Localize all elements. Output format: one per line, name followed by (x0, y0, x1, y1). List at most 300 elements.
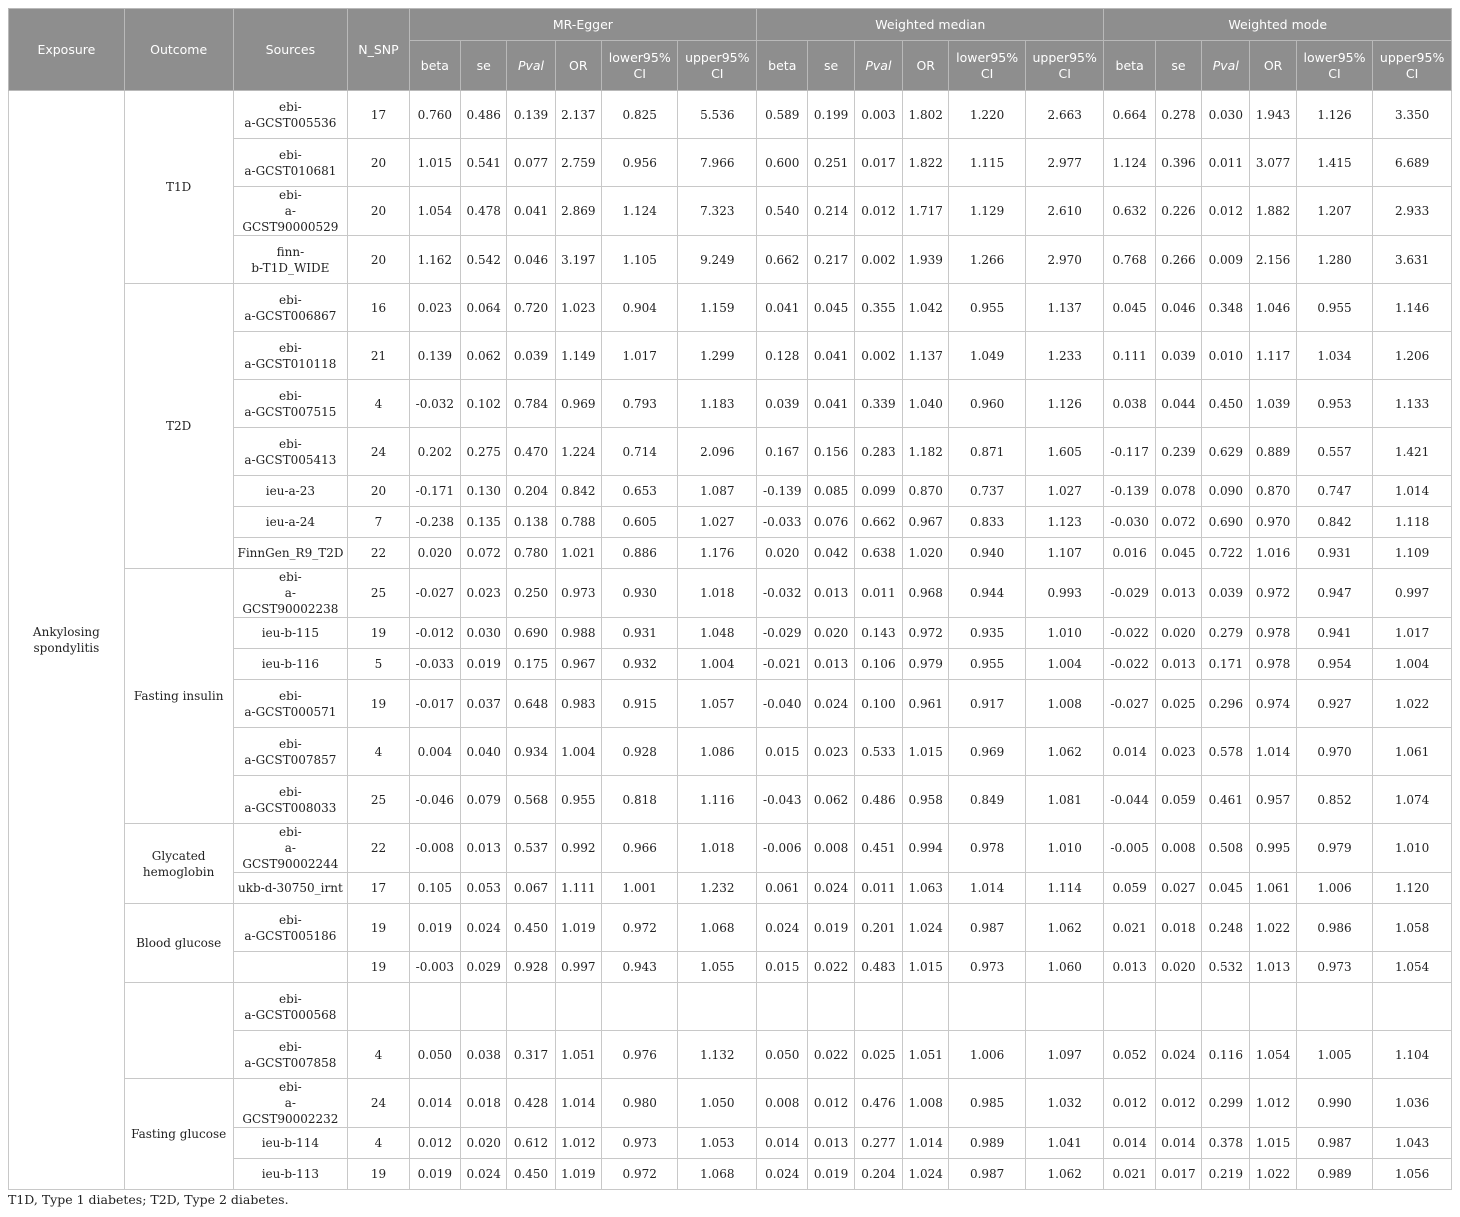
value-cell-mr-egger-pval: 0.784 (507, 380, 555, 428)
value-cell-mr-egger-upper95-ci: 1.086 (678, 728, 757, 776)
value-cell-weighted-median-or: 0.968 (903, 569, 949, 618)
value-cell-weighted-mode-pval: 0.461 (1202, 776, 1250, 824)
value-cell-mr-egger-pval: 0.428 (507, 1079, 555, 1128)
value-cell-weighted-median-upper95-ci: 1.107 (1025, 538, 1104, 569)
value-cell-weighted-mode-lower95-ci: 0.990 (1296, 1079, 1373, 1128)
mr-results-table (8, 8, 1452, 1190)
value-cell-mr-egger-lower95-ci: 0.972 (601, 904, 678, 952)
value-cell-mr-egger-pval: 0.175 (507, 649, 555, 680)
value-cell-weighted-mode-pval: 0.348 (1202, 284, 1250, 332)
value-cell-mr-egger-lower95-ci: 1.105 (601, 236, 678, 284)
value-cell-mr-egger-or (555, 983, 601, 1031)
value-cell-mr-egger-lower95-ci: 0.972 (601, 1159, 678, 1190)
value-cell-weighted-mode-beta: 0.052 (1104, 1031, 1155, 1079)
value-cell-mr-egger-lower95-ci: 0.818 (601, 776, 678, 824)
n-snp-cell: 19 (348, 1159, 409, 1190)
value-cell-weighted-mode-upper95-ci: 3.631 (1373, 236, 1452, 284)
value-cell-weighted-mode-upper95-ci: 3.350 (1373, 91, 1452, 139)
value-cell-weighted-median-se: 0.020 (808, 618, 854, 649)
value-cell-weighted-mode-or: 3.077 (1250, 139, 1296, 187)
value-cell-weighted-mode-lower95-ci: 0.970 (1296, 728, 1373, 776)
table-body (9, 91, 1452, 1190)
value-cell-weighted-mode-se: 0.008 (1155, 824, 1201, 873)
value-cell-mr-egger-lower95-ci: 0.915 (601, 680, 678, 728)
subheader-weighted-median-pval: Pval (854, 41, 902, 91)
value-cell-weighted-mode-pval: 0.722 (1202, 538, 1250, 569)
value-cell-weighted-mode-pval: 0.296 (1202, 680, 1250, 728)
source-cell: ebi- a-GCST90002244 (233, 824, 348, 873)
value-cell-weighted-mode-lower95-ci: 0.955 (1296, 284, 1373, 332)
value-cell-weighted-median-beta: -0.033 (757, 507, 808, 538)
value-cell-weighted-median-beta: -0.043 (757, 776, 808, 824)
value-cell-weighted-median-upper95-ci: 1.097 (1025, 1031, 1104, 1079)
value-cell-mr-egger-se: 0.030 (461, 618, 507, 649)
value-cell-weighted-mode-or: 0.957 (1250, 776, 1296, 824)
value-cell-mr-egger-beta: -0.238 (409, 507, 460, 538)
value-cell-weighted-median-lower95-ci: 0.960 (949, 380, 1026, 428)
value-cell-weighted-median-se: 0.251 (808, 139, 854, 187)
value-cell-mr-egger-pval: 0.934 (507, 728, 555, 776)
value-cell-mr-egger-lower95-ci: 0.932 (601, 649, 678, 680)
value-cell-weighted-mode-upper95-ci: 1.146 (1373, 284, 1452, 332)
value-cell-weighted-mode-beta: 0.013 (1104, 952, 1155, 983)
value-cell-weighted-mode-beta: -0.022 (1104, 649, 1155, 680)
value-cell-weighted-median-or: 1.024 (903, 1159, 949, 1190)
source-cell: ebi- a-GCST007858 (233, 1031, 348, 1079)
value-cell-weighted-mode-beta: 0.016 (1104, 538, 1155, 569)
value-cell-weighted-median-beta: 0.015 (757, 952, 808, 983)
value-cell-mr-egger-lower95-ci: 0.793 (601, 380, 678, 428)
value-cell-weighted-mode-or: 2.156 (1250, 236, 1296, 284)
value-cell-weighted-median-or: 1.040 (903, 380, 949, 428)
value-cell-weighted-median-pval: 0.002 (854, 236, 902, 284)
value-cell-mr-egger-or: 0.973 (555, 569, 601, 618)
value-cell-mr-egger-beta: 0.023 (409, 284, 460, 332)
value-cell-weighted-median-beta: 0.008 (757, 1079, 808, 1128)
value-cell-weighted-median-upper95-ci: 1.137 (1025, 284, 1104, 332)
value-cell-weighted-median-or: 1.024 (903, 904, 949, 952)
value-cell-weighted-median-lower95-ci: 1.049 (949, 332, 1026, 380)
value-cell-weighted-mode-se: 0.078 (1155, 476, 1201, 507)
value-cell-mr-egger-upper95-ci: 1.048 (678, 618, 757, 649)
value-cell-weighted-mode-or: 1.022 (1250, 1159, 1296, 1190)
value-cell-mr-egger-pval: 0.450 (507, 1159, 555, 1190)
value-cell-weighted-median-or: 1.042 (903, 284, 949, 332)
value-cell-mr-egger-beta: -0.027 (409, 569, 460, 618)
value-cell-weighted-mode-lower95-ci: 1.005 (1296, 1031, 1373, 1079)
n-snp-cell: 25 (348, 569, 409, 618)
n-snp-cell: 24 (348, 1079, 409, 1128)
value-cell-weighted-median-pval: 0.486 (854, 776, 902, 824)
value-cell-weighted-median-beta: 0.600 (757, 139, 808, 187)
value-cell-weighted-mode-or: 0.870 (1250, 476, 1296, 507)
n-snp-cell: 19 (348, 618, 409, 649)
value-cell-mr-egger-se: 0.275 (461, 428, 507, 476)
n-snp-cell: 16 (348, 284, 409, 332)
value-cell-mr-egger-pval (507, 983, 555, 1031)
value-cell-mr-egger-or: 1.149 (555, 332, 601, 380)
value-cell-weighted-mode-beta: 0.014 (1104, 1128, 1155, 1159)
value-cell-mr-egger-upper95-ci (678, 983, 757, 1031)
n-snp-cell: 24 (348, 428, 409, 476)
outcome-cell: Blood glucose (124, 904, 233, 983)
source-cell: ieu-a-24 (233, 507, 348, 538)
value-cell-mr-egger-se: 0.062 (461, 332, 507, 380)
header-outcome: Outcome (124, 9, 233, 91)
value-cell-weighted-median-upper95-ci: 1.062 (1025, 1159, 1104, 1190)
value-cell-weighted-median-lower95-ci: 1.115 (949, 139, 1026, 187)
value-cell-mr-egger-or: 1.004 (555, 728, 601, 776)
n-snp-cell: 22 (348, 824, 409, 873)
header-n-snp: N_SNP (348, 9, 409, 91)
exposure-cell: Ankylosing spondylitis (9, 91, 125, 1190)
value-cell-weighted-median-lower95-ci: 0.987 (949, 904, 1026, 952)
value-cell-mr-egger-se: 0.018 (461, 1079, 507, 1128)
value-cell-weighted-median-beta: 0.020 (757, 538, 808, 569)
n-snp-cell: 20 (348, 236, 409, 284)
value-cell-weighted-mode-se: 0.017 (1155, 1159, 1201, 1190)
source-cell: finn- b-T1D_WIDE (233, 236, 348, 284)
value-cell-weighted-median-pval: 0.339 (854, 380, 902, 428)
value-cell-weighted-mode-upper95-ci (1373, 983, 1452, 1031)
source-cell: ebi- a-GCST90002238 (233, 569, 348, 618)
value-cell-weighted-median-se: 0.199 (808, 91, 854, 139)
value-cell-mr-egger-or: 0.997 (555, 952, 601, 983)
value-cell-weighted-median-upper95-ci: 1.032 (1025, 1079, 1104, 1128)
value-cell-weighted-median-se (808, 983, 854, 1031)
n-snp-cell: 22 (348, 538, 409, 569)
value-cell-weighted-median-lower95-ci: 0.978 (949, 824, 1026, 873)
subheader-weighted-median-lower95-ci: lower95% CI (949, 41, 1026, 91)
value-cell-weighted-mode-upper95-ci: 0.997 (1373, 569, 1452, 618)
value-cell-mr-egger-or: 1.012 (555, 1128, 601, 1159)
value-cell-mr-egger-upper95-ci: 7.323 (678, 187, 757, 236)
value-cell-weighted-mode-pval: 0.279 (1202, 618, 1250, 649)
value-cell-mr-egger-beta: 0.019 (409, 1159, 460, 1190)
value-cell-weighted-median-upper95-ci: 1.027 (1025, 476, 1104, 507)
value-cell-weighted-median-beta: 0.014 (757, 1128, 808, 1159)
value-cell-mr-egger-or: 1.111 (555, 873, 601, 904)
value-cell-mr-egger-beta: -0.008 (409, 824, 460, 873)
value-cell-weighted-mode-upper95-ci: 1.004 (1373, 649, 1452, 680)
value-cell-weighted-mode-pval: 0.299 (1202, 1079, 1250, 1128)
value-cell-weighted-median-upper95-ci: 1.233 (1025, 332, 1104, 380)
value-cell-weighted-median-or: 1.020 (903, 538, 949, 569)
value-cell-weighted-median-pval: 0.476 (854, 1079, 902, 1128)
value-cell-weighted-mode-pval: 0.009 (1202, 236, 1250, 284)
value-cell-mr-egger-beta: -0.033 (409, 649, 460, 680)
source-cell: ieu-b-113 (233, 1159, 348, 1190)
value-cell-weighted-median-se: 0.041 (808, 332, 854, 380)
value-cell-mr-egger-upper95-ci: 7.966 (678, 139, 757, 187)
value-cell-weighted-mode-beta: 0.768 (1104, 236, 1155, 284)
value-cell-weighted-median-or: 1.015 (903, 952, 949, 983)
n-snp-cell: 19 (348, 904, 409, 952)
value-cell-weighted-median-beta: -0.040 (757, 680, 808, 728)
value-cell-weighted-mode-lower95-ci: 0.852 (1296, 776, 1373, 824)
n-snp-cell: 4 (348, 728, 409, 776)
value-cell-weighted-mode-se: 0.027 (1155, 873, 1201, 904)
value-cell-weighted-median-upper95-ci: 1.062 (1025, 728, 1104, 776)
value-cell-weighted-mode-pval: 0.508 (1202, 824, 1250, 873)
value-cell-weighted-median-or: 0.994 (903, 824, 949, 873)
value-cell-weighted-median-lower95-ci: 0.969 (949, 728, 1026, 776)
value-cell-weighted-median-beta: -0.021 (757, 649, 808, 680)
table-row (9, 284, 1452, 332)
value-cell-weighted-mode-pval: 0.039 (1202, 569, 1250, 618)
source-cell: ieu-b-115 (233, 618, 348, 649)
subheader-mr-egger-upper95-ci: upper95% CI (678, 41, 757, 91)
value-cell-weighted-median-se: 0.214 (808, 187, 854, 236)
source-cell: ebi- a-GCST007515 (233, 380, 348, 428)
value-cell-mr-egger-or: 1.051 (555, 1031, 601, 1079)
value-cell-weighted-median-se: 0.022 (808, 952, 854, 983)
value-cell-weighted-median-lower95-ci: 1.129 (949, 187, 1026, 236)
value-cell-mr-egger-lower95-ci (601, 983, 678, 1031)
value-cell-mr-egger-pval: 0.250 (507, 569, 555, 618)
value-cell-weighted-mode-beta: 0.021 (1104, 904, 1155, 952)
value-cell-weighted-median-pval: 0.355 (854, 284, 902, 332)
subheader-mr-egger-se: se (461, 41, 507, 91)
value-cell-weighted-mode-se: 0.072 (1155, 507, 1201, 538)
subheader-weighted-mode-beta: beta (1104, 41, 1155, 91)
value-cell-weighted-mode-lower95-ci: 1.006 (1296, 873, 1373, 904)
value-cell-weighted-median-se: 0.041 (808, 380, 854, 428)
value-cell-weighted-mode-pval: 0.578 (1202, 728, 1250, 776)
value-cell-mr-egger-lower95-ci: 0.966 (601, 824, 678, 873)
value-cell-weighted-mode-or: 1.013 (1250, 952, 1296, 983)
value-cell-weighted-mode-lower95-ci: 0.979 (1296, 824, 1373, 873)
value-cell-mr-egger-beta: -0.171 (409, 476, 460, 507)
value-cell-mr-egger-se (461, 983, 507, 1031)
source-cell: ebi- a-GCST006867 (233, 284, 348, 332)
outcome-cell: Fasting glucose (124, 1079, 233, 1190)
value-cell-weighted-median-upper95-ci: 1.008 (1025, 680, 1104, 728)
value-cell-weighted-median-pval: 0.011 (854, 873, 902, 904)
value-cell-weighted-mode-upper95-ci: 1.120 (1373, 873, 1452, 904)
value-cell-mr-egger-or: 0.983 (555, 680, 601, 728)
value-cell-mr-egger-lower95-ci: 0.931 (601, 618, 678, 649)
value-cell-weighted-mode-upper95-ci: 1.058 (1373, 904, 1452, 952)
n-snp-cell (348, 983, 409, 1031)
header-sources: Sources (233, 9, 348, 91)
n-snp-cell: 20 (348, 139, 409, 187)
value-cell-weighted-median-beta: 0.540 (757, 187, 808, 236)
value-cell-mr-egger-se: 0.023 (461, 569, 507, 618)
value-cell-weighted-median-beta: 0.015 (757, 728, 808, 776)
value-cell-weighted-mode-or: 1.016 (1250, 538, 1296, 569)
value-cell-mr-egger-upper95-ci: 1.050 (678, 1079, 757, 1128)
value-cell-weighted-mode-beta: 0.021 (1104, 1159, 1155, 1190)
value-cell-weighted-median-beta: 0.024 (757, 904, 808, 952)
value-cell-mr-egger-lower95-ci: 0.653 (601, 476, 678, 507)
value-cell-mr-egger-or: 1.019 (555, 1159, 601, 1190)
source-cell: ebi- a-GCST90000529 (233, 187, 348, 236)
value-cell-weighted-median-upper95-ci: 2.977 (1025, 139, 1104, 187)
value-cell-weighted-mode-lower95-ci: 0.927 (1296, 680, 1373, 728)
table-row (9, 1079, 1452, 1128)
subheader-weighted-mode-or: OR (1250, 41, 1296, 91)
value-cell-weighted-median-or: 1.939 (903, 236, 949, 284)
value-cell-weighted-median-pval: 0.002 (854, 332, 902, 380)
value-cell-weighted-median-upper95-ci: 2.610 (1025, 187, 1104, 236)
value-cell-weighted-median-beta: -0.029 (757, 618, 808, 649)
value-cell-weighted-median-pval: 0.533 (854, 728, 902, 776)
value-cell-weighted-mode-pval (1202, 983, 1250, 1031)
value-cell-weighted-median-lower95-ci: 0.985 (949, 1079, 1026, 1128)
subheader-weighted-median-upper95-ci: upper95% CI (1025, 41, 1104, 91)
value-cell-weighted-median-pval: 0.451 (854, 824, 902, 873)
value-cell-weighted-median-lower95-ci: 0.935 (949, 618, 1026, 649)
value-cell-mr-egger-upper95-ci: 1.116 (678, 776, 757, 824)
source-cell: ebi- a-GCST010681 (233, 139, 348, 187)
value-cell-weighted-mode-upper95-ci: 1.421 (1373, 428, 1452, 476)
value-cell-weighted-median-se: 0.042 (808, 538, 854, 569)
value-cell-weighted-mode-beta: 0.012 (1104, 1079, 1155, 1128)
value-cell-mr-egger-or: 1.014 (555, 1079, 601, 1128)
value-cell-weighted-mode-upper95-ci: 1.056 (1373, 1159, 1452, 1190)
value-cell-mr-egger-se: 0.130 (461, 476, 507, 507)
source-cell: ebi- a-GCST005536 (233, 91, 348, 139)
value-cell-weighted-mode-se: 0.044 (1155, 380, 1201, 428)
value-cell-weighted-mode-beta: -0.030 (1104, 507, 1155, 538)
value-cell-weighted-median-upper95-ci: 0.993 (1025, 569, 1104, 618)
value-cell-weighted-median-beta: -0.139 (757, 476, 808, 507)
outcome-cell: Glycated hemoglobin (124, 824, 233, 904)
value-cell-weighted-mode-se: 0.278 (1155, 91, 1201, 139)
value-cell-weighted-median-se: 0.013 (808, 569, 854, 618)
value-cell-weighted-mode-pval: 0.629 (1202, 428, 1250, 476)
value-cell-mr-egger-upper95-ci: 1.018 (678, 824, 757, 873)
value-cell-weighted-mode-se: 0.014 (1155, 1128, 1201, 1159)
value-cell-weighted-mode-or: 1.117 (1250, 332, 1296, 380)
value-cell-mr-egger-pval: 0.039 (507, 332, 555, 380)
value-cell-weighted-mode-beta: 0.111 (1104, 332, 1155, 380)
value-cell-mr-egger-or: 0.788 (555, 507, 601, 538)
value-cell-mr-egger-se: 0.541 (461, 139, 507, 187)
value-cell-mr-egger-pval: 0.720 (507, 284, 555, 332)
value-cell-weighted-median-se: 0.013 (808, 649, 854, 680)
header-group-weighted-mode: Weighted mode (1104, 9, 1452, 41)
value-cell-mr-egger-beta: 0.105 (409, 873, 460, 904)
value-cell-weighted-mode-or: 1.012 (1250, 1079, 1296, 1128)
value-cell-mr-egger-beta: -0.046 (409, 776, 460, 824)
subheader-mr-egger-lower95-ci: lower95% CI (601, 41, 678, 91)
value-cell-mr-egger-se: 0.024 (461, 1159, 507, 1190)
value-cell-weighted-mode-pval: 0.090 (1202, 476, 1250, 507)
source-cell: ieu-b-116 (233, 649, 348, 680)
value-cell-mr-egger-pval: 0.690 (507, 618, 555, 649)
source-cell: FinnGen_R9_T2D (233, 538, 348, 569)
value-cell-weighted-mode-or: 1.022 (1250, 904, 1296, 952)
value-cell-weighted-median-upper95-ci: 1.605 (1025, 428, 1104, 476)
value-cell-weighted-mode-pval: 0.171 (1202, 649, 1250, 680)
value-cell-mr-egger-pval: 0.317 (507, 1031, 555, 1079)
value-cell-weighted-mode-or: 1.943 (1250, 91, 1296, 139)
value-cell-mr-egger-beta: 0.139 (409, 332, 460, 380)
value-cell-weighted-mode-upper95-ci: 2.933 (1373, 187, 1452, 236)
value-cell-weighted-mode-lower95-ci: 0.947 (1296, 569, 1373, 618)
value-cell-weighted-median-beta: 0.039 (757, 380, 808, 428)
value-cell-mr-egger-pval: 0.204 (507, 476, 555, 507)
value-cell-weighted-mode-beta: 0.664 (1104, 91, 1155, 139)
value-cell-weighted-mode-se: 0.020 (1155, 952, 1201, 983)
value-cell-mr-egger-se: 0.079 (461, 776, 507, 824)
value-cell-weighted-median-lower95-ci: 0.944 (949, 569, 1026, 618)
value-cell-mr-egger-or: 1.023 (555, 284, 601, 332)
source-cell: ebi- a-GCST90002232 (233, 1079, 348, 1128)
value-cell-weighted-median-se: 0.008 (808, 824, 854, 873)
value-cell-mr-egger-beta: 0.012 (409, 1128, 460, 1159)
value-cell-weighted-mode-or: 1.054 (1250, 1031, 1296, 1079)
value-cell-weighted-mode-pval: 0.012 (1202, 187, 1250, 236)
value-cell-weighted-median-or: 0.972 (903, 618, 949, 649)
value-cell-mr-egger-or: 2.759 (555, 139, 601, 187)
value-cell-weighted-mode-or: 0.889 (1250, 428, 1296, 476)
value-cell-weighted-median-pval: 0.283 (854, 428, 902, 476)
value-cell-mr-egger-beta: 0.020 (409, 538, 460, 569)
value-cell-weighted-median-pval: 0.143 (854, 618, 902, 649)
subheader-weighted-mode-se: se (1155, 41, 1201, 91)
value-cell-mr-egger-beta: -0.003 (409, 952, 460, 983)
outcome-cell: T1D (124, 91, 233, 284)
value-cell-weighted-mode-or (1250, 983, 1296, 1031)
value-cell-mr-egger-beta: -0.012 (409, 618, 460, 649)
value-cell-weighted-mode-pval: 0.011 (1202, 139, 1250, 187)
value-cell-weighted-mode-lower95-ci: 1.280 (1296, 236, 1373, 284)
value-cell-weighted-mode-or: 0.974 (1250, 680, 1296, 728)
value-cell-weighted-median-beta: 0.024 (757, 1159, 808, 1190)
value-cell-mr-egger-se: 0.542 (461, 236, 507, 284)
value-cell-mr-egger-beta: 1.054 (409, 187, 460, 236)
value-cell-weighted-median-lower95-ci: 1.266 (949, 236, 1026, 284)
value-cell-weighted-mode-pval: 0.248 (1202, 904, 1250, 952)
value-cell-weighted-median-upper95-ci: 1.081 (1025, 776, 1104, 824)
n-snp-cell: 4 (348, 1031, 409, 1079)
value-cell-weighted-median-se: 0.076 (808, 507, 854, 538)
value-cell-weighted-mode-upper95-ci: 1.109 (1373, 538, 1452, 569)
value-cell-weighted-median-lower95-ci: 0.917 (949, 680, 1026, 728)
value-cell-mr-egger-lower95-ci: 0.714 (601, 428, 678, 476)
value-cell-mr-egger-upper95-ci: 1.004 (678, 649, 757, 680)
value-cell-weighted-median-beta: 0.589 (757, 91, 808, 139)
value-cell-weighted-mode-or: 0.978 (1250, 649, 1296, 680)
value-cell-weighted-mode-lower95-ci: 0.941 (1296, 618, 1373, 649)
n-snp-cell: 17 (348, 91, 409, 139)
subheader-weighted-median-beta: beta (757, 41, 808, 91)
value-cell-weighted-median-pval: 0.638 (854, 538, 902, 569)
value-cell-weighted-mode-se: 0.266 (1155, 236, 1201, 284)
value-cell-mr-egger-upper95-ci: 1.053 (678, 1128, 757, 1159)
value-cell-weighted-mode-beta: 0.632 (1104, 187, 1155, 236)
value-cell-weighted-median-se: 0.085 (808, 476, 854, 507)
value-cell-weighted-mode-beta: -0.022 (1104, 618, 1155, 649)
value-cell-mr-egger-or: 1.019 (555, 904, 601, 952)
value-cell-mr-egger-or: 0.955 (555, 776, 601, 824)
value-cell-mr-egger-lower95-ci: 0.825 (601, 91, 678, 139)
value-cell-weighted-mode-beta: 0.045 (1104, 284, 1155, 332)
n-snp-cell: 19 (348, 680, 409, 728)
value-cell-mr-egger-beta: 0.202 (409, 428, 460, 476)
value-cell-weighted-median-se: 0.012 (808, 1079, 854, 1128)
value-cell-weighted-median-beta: 0.167 (757, 428, 808, 476)
subheader-mr-egger-pval: Pval (507, 41, 555, 91)
value-cell-mr-egger-upper95-ci: 2.096 (678, 428, 757, 476)
value-cell-weighted-mode-beta: -0.027 (1104, 680, 1155, 728)
value-cell-weighted-median-se: 0.019 (808, 904, 854, 952)
value-cell-mr-egger-upper95-ci: 1.027 (678, 507, 757, 538)
table-header (9, 9, 1452, 91)
